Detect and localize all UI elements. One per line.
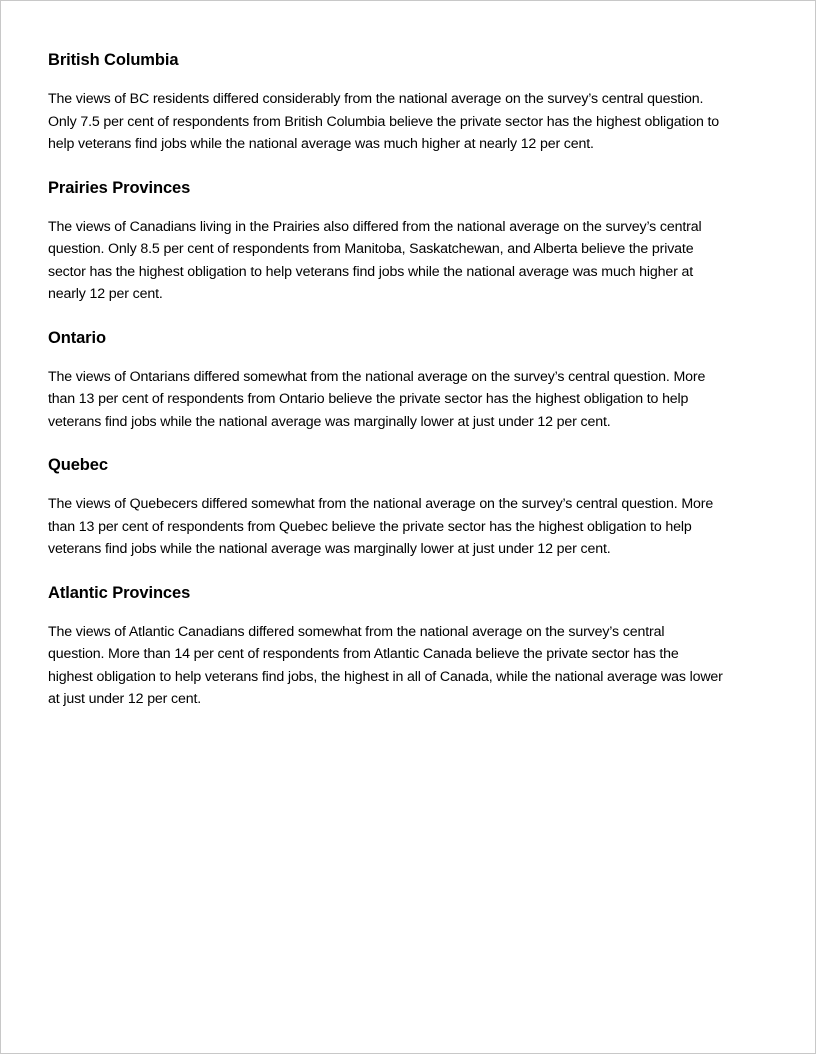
paragraph-line: sector has the highest obligation to help veterans find jobs while the national average was much higher at <box>48 263 694 280</box>
paragraph-line: veterans find jobs while the national average was marginally lower at just under 12 per cent. <box>48 541 611 557</box>
section-paragraph <box>48 88 778 156</box>
section-paragraph <box>48 216 778 306</box>
paragraph-line: The views of BC residents differed considerably from the national average on the survey’s central question. <box>48 91 704 107</box>
section-heading: Prairies Provinces <box>48 178 191 197</box>
section-prairies-provinces <box>48 177 778 306</box>
paragraph-line: than 13 per cent of respondents from Ontario believe the private sector has the highest obligation to help <box>48 391 689 407</box>
paragraph-line: The views of Quebecers differed somewhat from the national average on the survey’s central question. More <box>48 496 714 512</box>
section-paragraph <box>48 621 778 711</box>
section-heading: Atlantic Provinces <box>48 583 191 602</box>
section-atlantic-provinces <box>48 582 778 711</box>
paragraph-line: The views of Canadians living in the Prairies also differed from the national average on the survey’s central <box>48 218 702 235</box>
section-british-columbia <box>48 49 778 156</box>
paragraph-line: help veterans find jobs while the national average was much higher at nearly 12 per cent. <box>48 136 594 152</box>
document-body <box>48 49 778 732</box>
paragraph-line: question. Only 8.5 per cent of respondents from Manitoba, Saskatchewan, and Alberta believe the private <box>48 241 694 257</box>
section-paragraph <box>48 493 778 561</box>
paragraph-line: highest obligation to help veterans find jobs, the highest in all of Canada, while the national average was lower <box>48 668 723 685</box>
paragraph-line: veterans find jobs while the national average was marginally lower at just under 12 per cent. <box>48 413 611 430</box>
section-heading: Ontario <box>48 328 106 347</box>
paragraph-line: nearly 12 per cent. <box>48 286 163 302</box>
paragraph-line: The views of Ontarians differed somewhat from the national average on the survey’s central question. More <box>48 368 706 385</box>
section-heading: British Columbia <box>48 51 179 69</box>
paragraph-line: at just under 12 per cent. <box>48 691 202 707</box>
section-quebec <box>48 454 778 561</box>
paragraph-line: The views of Atlantic Canadians differed somewhat from the national average on the survey’s central <box>48 623 665 640</box>
section-paragraph <box>48 366 778 434</box>
paragraph-line: Only 7.5 per cent of respondents from British Columbia believe the private sector has the highest obligation to <box>48 113 720 130</box>
paragraph-line: than 13 per cent of respondents from Quebec believe the private sector has the highest obligation to help <box>48 518 692 535</box>
section-heading: Quebec <box>48 456 108 474</box>
paragraph-line: question. More than 14 per cent of respondents from Atlantic Canada believe the private sector has the <box>48 646 679 662</box>
section-ontario <box>48 327 778 434</box>
